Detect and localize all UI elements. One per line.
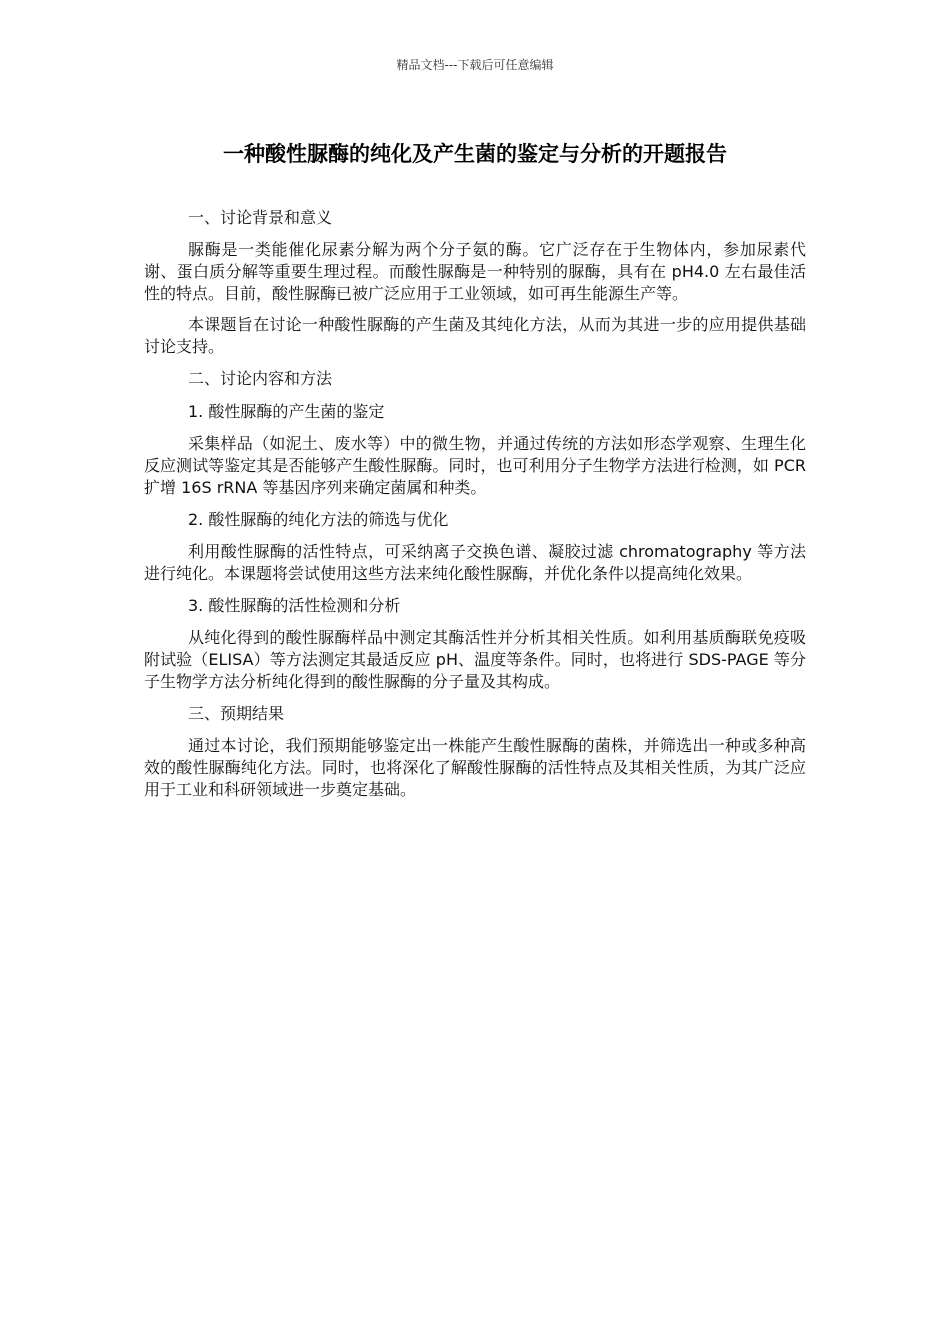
paragraph-activity-analysis: 从纯化得到的酸性脲酶样品中测定其酶活性并分析其相关性质。如利用基质酶联免疫吸附试验（ELISA）等方法测定其最适反应 pH、温度等条件。同时，也将进行 SDS-PAGE 等分子生物学方法分析纯化得到的酸性脲酶的分子量及其构成。 xyxy=(144,628,806,691)
paragraph-purification-methods: 利用酸性脲酶的活性特点，可采纳离子交换色谱、凝胶过滤 chromatography 等方法进行纯化。本课题将尝试使用这些方法来纯化酸性脲酶，并优化条件以提高纯化效果。 xyxy=(144,542,806,583)
paragraph-strain-identification: 采集样品（如泥土、废水等）中的微生物，并通过传统的方法如形态学观察、生理生化反应测试等鉴定其是否能够产生酸性脲酶。同时，也可利用分子生物学方法进行检测，如 PCR 扩增 16S rRNA 等基因序列来确定菌属和种类。 xyxy=(144,434,806,497)
subheading-activity-analysis: 3. 酸性脲酶的活性检测和分析 xyxy=(188,596,401,615)
section-heading-methods: 二、讨论内容和方法 xyxy=(188,369,333,388)
subheading-purification-methods: 2. 酸性脲酶的纯化方法的筛选与优化 xyxy=(188,510,449,529)
document-title: 一种酸性脲酶的纯化及产生菌的鉴定与分析的开题报告 xyxy=(223,142,727,166)
subheading-strain-identification: 1. 酸性脲酶的产生菌的鉴定 xyxy=(188,402,385,421)
section-heading-expected-results: 三、预期结果 xyxy=(188,704,285,723)
paragraph-expected-results: 通过本讨论，我们预期能够鉴定出一株能产生酸性脲酶的菌株，并筛选出一种或多种高效的酸性脲酶纯化方法。同时，也将深化了解酸性脲酶的活性特点及其相关性质，为其广泛应用于工业和科研领域进一步奠定基础。 xyxy=(144,736,806,799)
paragraph-background-1: 脲酶是一类能催化尿素分解为两个分子氨的酶。它广泛存在于生物体内，参加尿素代谢、蛋白质分解等重要生理过程。而酸性脲酶是一种特别的脲酶，具有在 pH4.0 左右最佳活性的特点。目前，酸性脲酶已被广泛应用于工业领域，如可再生能源生产等。 xyxy=(144,240,806,303)
document-body xyxy=(144,206,806,810)
section-heading-background: 一、讨论背景和意义 xyxy=(188,208,333,227)
paragraph-background-2: 本课题旨在讨论一种酸性脲酶的产生菌及其纯化方法，从而为其进一步的应用提供基础讨论支持。 xyxy=(144,315,806,356)
page-header: 精品文档---下载后可任意编辑 xyxy=(396,58,554,72)
